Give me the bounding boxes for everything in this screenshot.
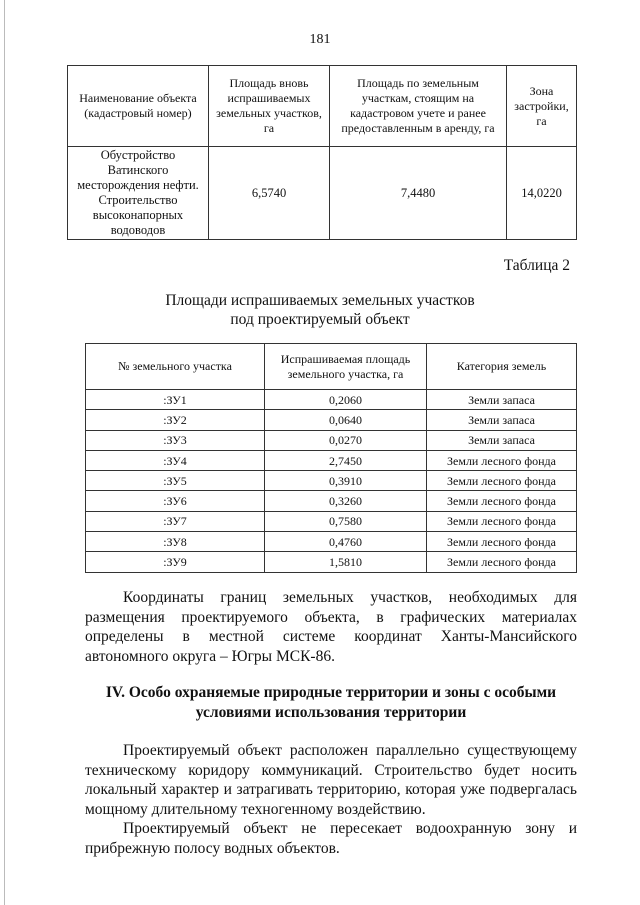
table-cell: 0,0640 [265, 410, 427, 430]
table-cell: :ЗУ7 [86, 511, 265, 531]
table-land-plots [85, 343, 577, 573]
table-label: Таблица 2 [503, 257, 570, 274]
table-cell: 0,0270 [265, 430, 427, 450]
header-cell: Категория земель [427, 344, 577, 390]
table-header-row [86, 344, 577, 390]
table-title-line: под проектируемый объект [230, 311, 410, 328]
table-row [86, 390, 577, 410]
table-cell: 14,0220 [507, 147, 577, 240]
table-row [86, 511, 577, 531]
header-cell: Испрашиваемая площадь земельного участка, га [265, 344, 427, 390]
table-cell: 0,3260 [265, 491, 427, 511]
table-cell: :ЗУ9 [86, 552, 265, 572]
table-cell: 7,4480 [330, 147, 507, 240]
table-cell: Земли запаса [427, 390, 577, 410]
table-row [86, 491, 577, 511]
table-cell: :ЗУ6 [86, 491, 265, 511]
table-cell: :ЗУ4 [86, 450, 265, 470]
table-cell: Земли запаса [427, 430, 577, 450]
table-cell: :ЗУ5 [86, 471, 265, 491]
section-heading [85, 683, 577, 723]
table-title [0, 291, 640, 329]
table-row [86, 410, 577, 430]
table-row [86, 471, 577, 491]
table-header-row [68, 66, 577, 147]
header-cell: Наименование объекта (кадастровый номер) [68, 66, 209, 147]
page-number: 181 [309, 32, 331, 47]
section-heading-line: IV. Особо охраняемые природные территории и зоны с особыми [105, 684, 557, 701]
table-cell: :ЗУ2 [86, 410, 265, 430]
section-heading-line: условиями использования территории [195, 704, 467, 721]
header-cell: Площадь по земельным участкам, стоящим на кадастровом учете и ранее предоставленным в аренду, га [330, 66, 507, 147]
table-cell: 2,7450 [265, 450, 427, 470]
table-row [68, 147, 577, 240]
scan-edge [4, 0, 5, 905]
table-cell: 0,2060 [265, 390, 427, 410]
table-cell: :ЗУ1 [86, 390, 265, 410]
header-cell: Площадь вновь испрашиваемых земельных участков, га [209, 66, 330, 147]
table-row [86, 450, 577, 470]
table-cell: Земли лесного фонда [427, 532, 577, 552]
paragraph: Проектируемый объект расположен параллельно существующему техническому коридору коммуникаций. Строительство будет носить локальный характер и затрагивать территорию, которая уже подвергалась мощному длительному техногенному воздействию. [85, 742, 577, 818]
table-cell: 1,5810 [265, 552, 427, 572]
table-cell: Земли лесного фонда [427, 450, 577, 470]
header-cell: № земельного участка [86, 344, 265, 390]
table-cell: 6,5740 [209, 147, 330, 240]
table-row [86, 552, 577, 572]
table-cell: :ЗУ8 [86, 532, 265, 552]
table-row [86, 430, 577, 450]
table-cell: Земли лесного фонда [427, 471, 577, 491]
header-cell: Зона застройки, га [507, 66, 577, 147]
table-cell: 0,4760 [265, 532, 427, 552]
table-land-areas-summary [67, 65, 577, 240]
table-title-line: Площади испрашиваемых земельных участков [165, 292, 475, 309]
table-cell: 0,3910 [265, 471, 427, 491]
table-cell: Земли лесного фонда [427, 491, 577, 511]
coordinates-paragraph: Координаты границ земельных участков, необходимых для размещения проектируемого объекта, в графических материалах определены в местной системе координат Ханты-Мансийского автономного округа – Югры МСК-86. [85, 589, 577, 665]
table-row [86, 532, 577, 552]
table-cell: Земли лесного фонда [427, 552, 577, 572]
table-cell: :ЗУ3 [86, 430, 265, 450]
table-cell: Земли лесного фонда [427, 511, 577, 531]
table-cell: Обустройство Ватинского месторождения нефти. Строительство высоконапорных водоводов [68, 147, 209, 240]
paragraph: Проектируемый объект не пересекает водоохранную зону и прибрежную полосу водных объектов. [85, 820, 577, 857]
table-cell: Земли запаса [427, 410, 577, 430]
table-cell: 0,7580 [265, 511, 427, 531]
